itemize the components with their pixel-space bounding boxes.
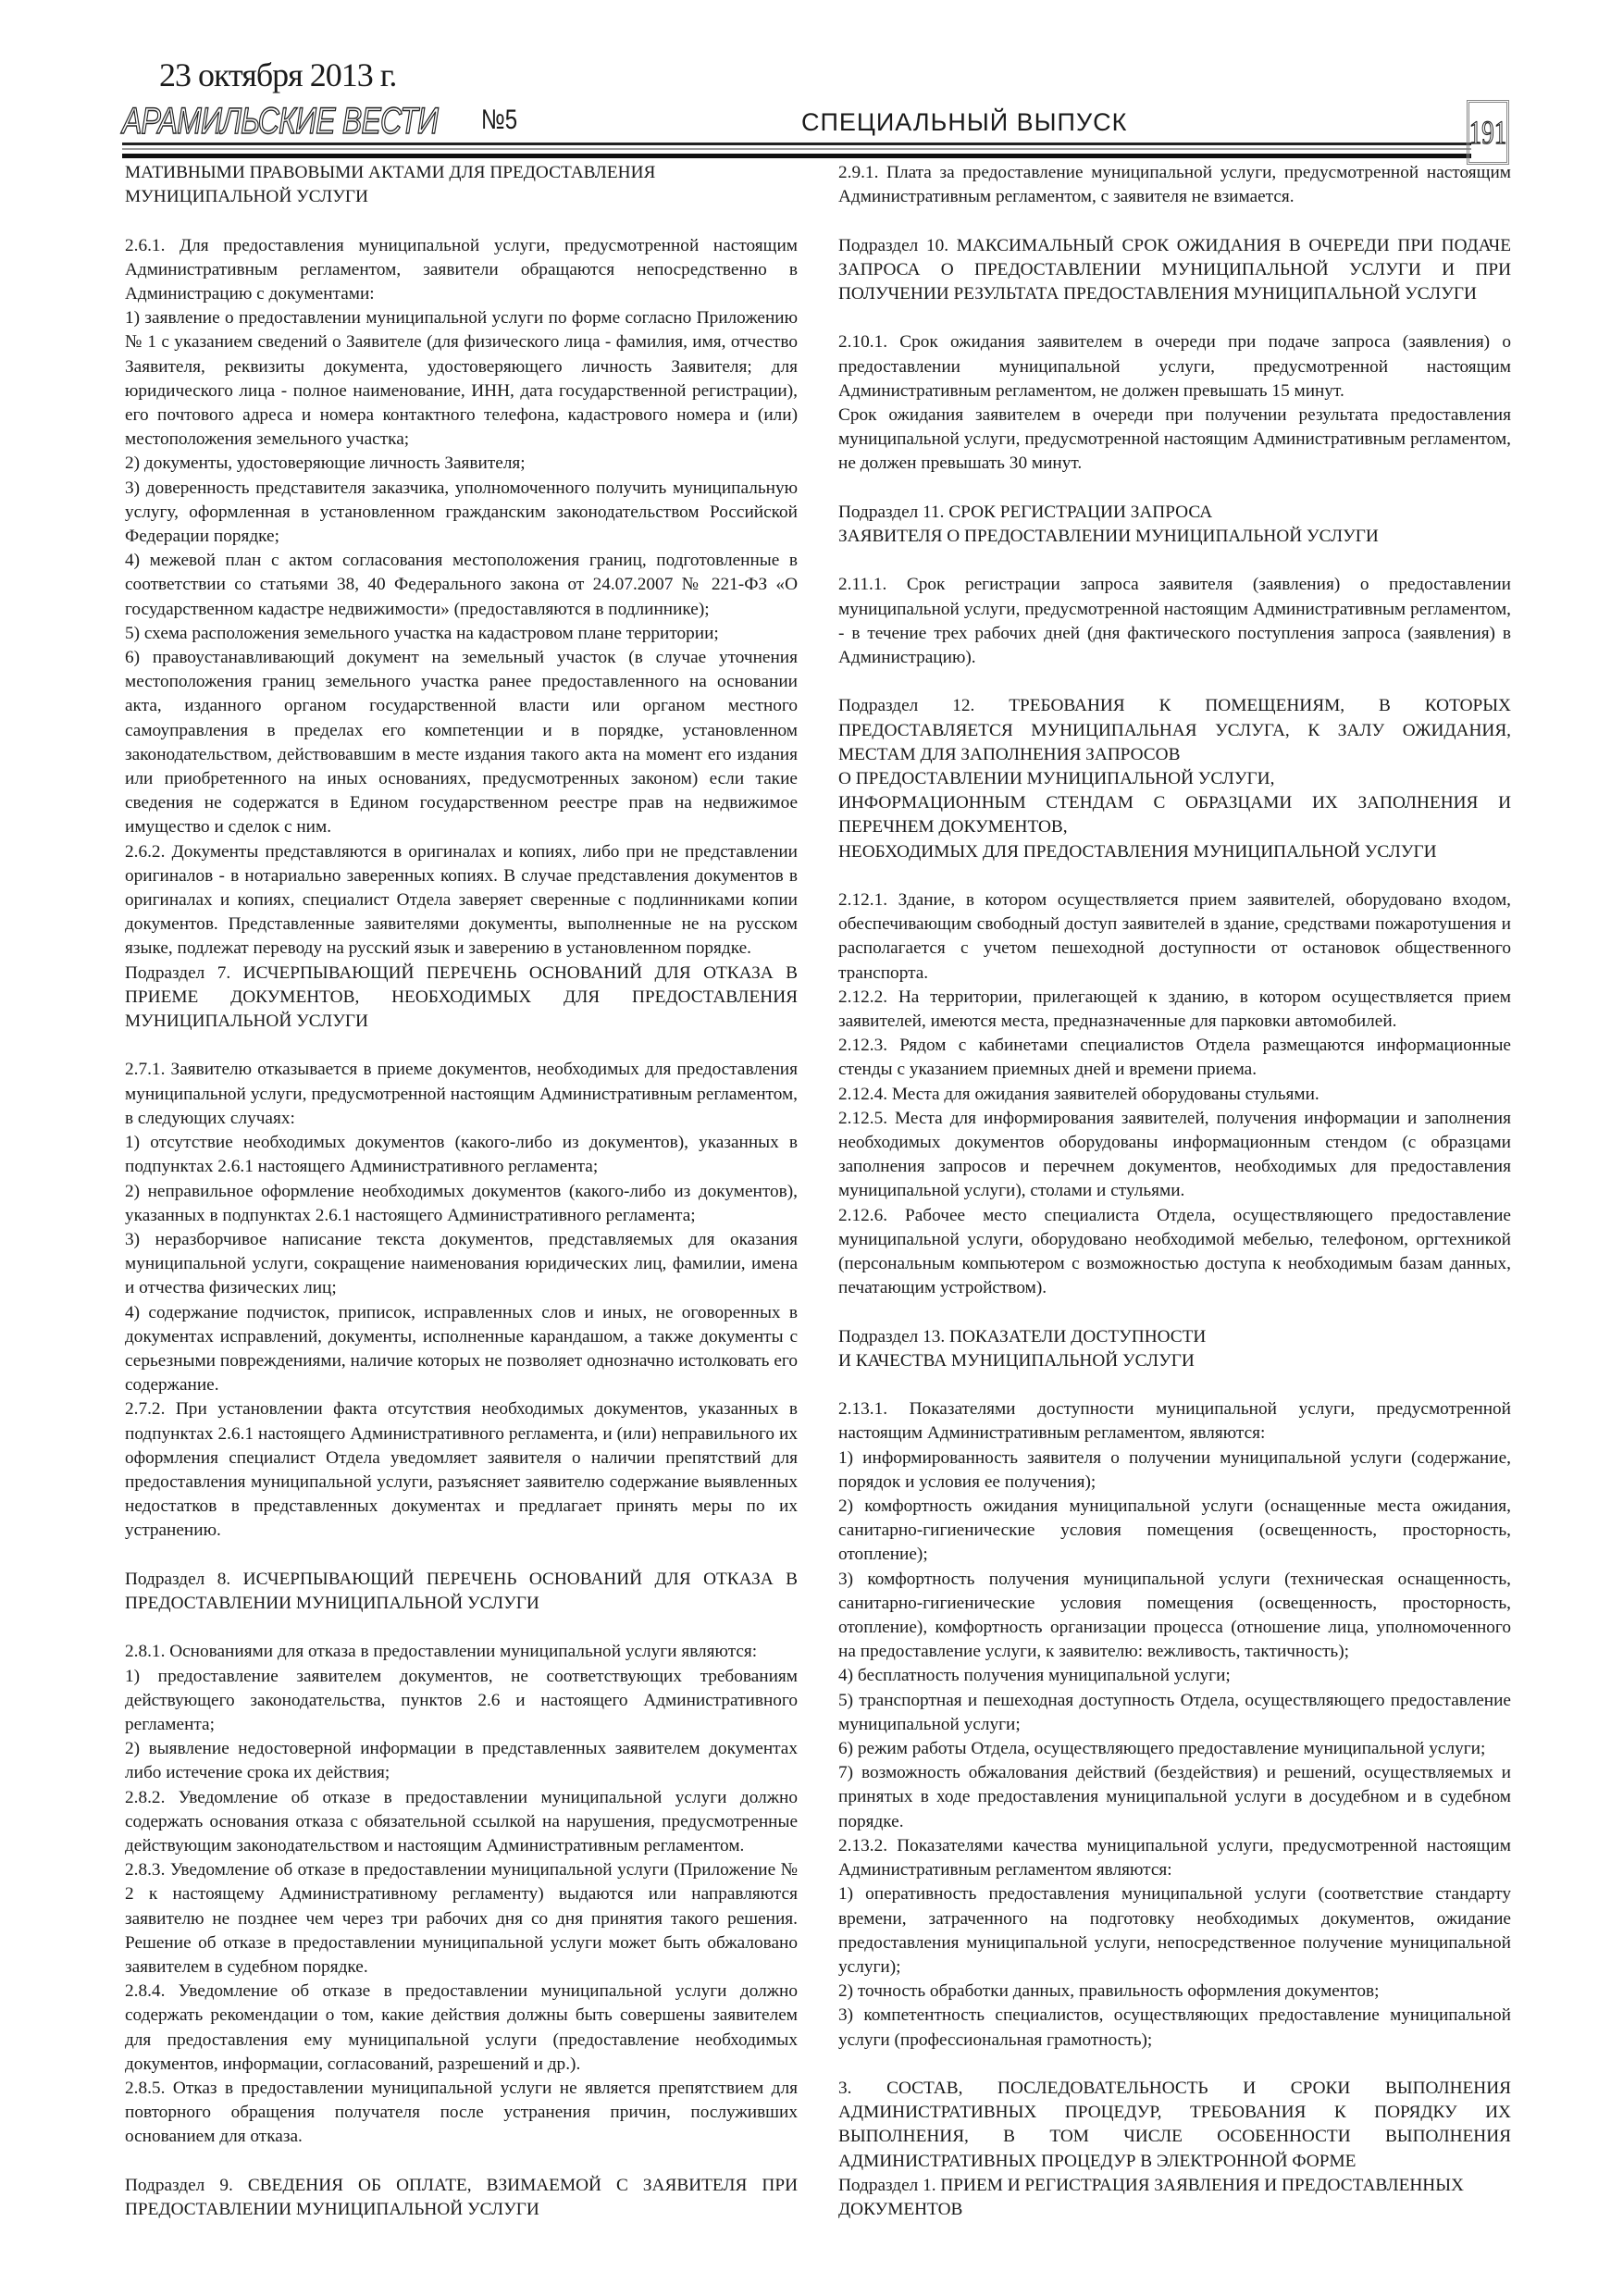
paragraph: 2.10.1. Срок ожидания заявителем в очереди при подаче запроса (заявления) о предоставлении муниципальной услуги, предусмотренной настоящим Административным регламентом, не должен превышать 15 минут. — [838, 332, 1511, 401]
paragraph-spacer — [125, 1616, 798, 1640]
paragraph-spacer — [838, 477, 1511, 501]
paragraph: 2.8.5. Отказ в предоставлении муниципальной услуги не является препятствием для повторного обращения получателя после устранения причин, послуживших основанием для отказа. — [125, 2078, 798, 2147]
paragraph: 2) неправильное оформление необходимых документов (какого-либо из документов), указанных в подпунктах 2.6.1 настоящего Административного регламента; — [125, 1181, 798, 1225]
paragraph: 2) точность обработки данных, правильность оформления документов; — [838, 1981, 1380, 2002]
paragraph: 4) бесплатность получения муниципальной услуги; — [838, 1666, 1231, 1686]
paragraph: 2.8.1. Основаниями для отказа в предоставлении муниципальной услуги являются: — [125, 1642, 758, 1662]
paragraph: 2.12.4. Места для ожидания заявителей оборудованы стульями. — [838, 1084, 1319, 1104]
paragraph: 2.12.2. На территории, прилегающей к зданию, в котором осуществляется прием заявителей, имеются места, предназначенные для парковки автомобилей. — [838, 987, 1511, 1032]
left-column — [125, 161, 798, 2222]
paragraph: Подраздел 8. ИСЧЕРПЫВАЮЩИЙ ПЕРЕЧЕНЬ ОСНОВАНИЙ ДЛЯ ОТКАЗА В ПРЕДОСТАВЛЕНИИ МУНИЦИПАЛЬНОЙ УСЛУГИ — [125, 1569, 798, 1613]
paragraph: 1) отсутствие необходимых документов (какого-либо из документов), указанных в подпунктах 2.6.1 настоящего Административного регламента; — [125, 1133, 798, 1177]
section-title: СПЕЦИАЛЬНЫЙ ВЫПУСК — [801, 108, 1128, 136]
newspaper-logo: АРАМИЛЬСКИЕ ВЕСТИ — [122, 101, 439, 142]
paragraph-spacer — [838, 864, 1511, 888]
section-heading: О ПРЕДОСТАВЛЕНИИ МУНИЦИПАЛЬНОЙ УСЛУГИ, — [838, 769, 1275, 788]
section-heading: НЕОБХОДИМЫХ ДЛЯ ПРЕДОСТАВЛЕНИЯ МУНИЦИПАЛЬНОЙ УСЛУГИ — [838, 841, 1437, 862]
paragraph-spacer — [838, 1300, 1511, 1324]
paragraph: 1) информированность заявителя о получении муниципальной услуги (содержание, порядок и условия ее получения); — [838, 1447, 1511, 1492]
issue-number: №5 — [481, 105, 518, 135]
paragraph-spacer — [838, 2053, 1511, 2077]
paragraph: 3) доверенность представителя заказчика, уполномоченного получить муниципальную услугу, оформленная в установленном гражданским законодательством Российской Федерации порядке; — [125, 478, 798, 547]
section-heading: Подраздел 1. ПРИЕМ И РЕГИСТРАЦИЯ ЗАЯВЛЕНИЯ И ПРЕДОСТАВЛЕННЫХ ДОКУМЕНТОВ — [838, 2175, 1464, 2219]
paragraph-spacer — [838, 670, 1511, 694]
paragraph: Подраздел 7. ИСЧЕРПЫВАЮЩИЙ ПЕРЕЧЕНЬ ОСНОВАНИЙ ДЛЯ ОТКАЗА В ПРИЕМЕ ДОКУМЕНТОВ, НЕОБХОДИМЫХ ДЛЯ ПРЕДОСТАВЛЕНИЯ МУНИЦИПАЛЬНОЙ УСЛУГИ — [125, 962, 798, 1032]
paragraph: 2.9.1. Плата за предоставление муниципальной услуги, предусмотренной настоящим Административным регламентом, с заявителя не взимается. — [838, 163, 1511, 207]
paragraph-spacer — [125, 1034, 798, 1058]
paragraph: 2.13.1. Показателями доступности муниципальной услуги, предусмотренной настоящим Административным регламентом, являются: — [838, 1399, 1511, 1444]
page-number-box — [1467, 100, 1509, 165]
paragraph: 2) документы, удостоверяющие личность Заявителя; — [125, 453, 526, 474]
paragraph: 2.12.6. Рабочее место специалиста Отдела, осуществляющего предоставление муниципальной услуги, оборудовано необходимой мебелью, телефоном, оргтехникой (персональным компьютером с возможностью доступа к необходимым базам данных, печатающим устройством). — [838, 1205, 1511, 1298]
paragraph-spacer — [838, 1373, 1511, 1397]
paragraph: 2.8.2. Уведомление об отказе в предоставлении муниципальной услуги должно содержать основания отказа с обязательной ссылкой на нарушения, предусмотренные действующим законодательством и настоящим Административным регламентом. — [125, 1787, 798, 1855]
paragraph: 2.6.1. Для предоставления муниципальной услуги, предусмотренной настоящим Административным регламентом, заявители обращаются непосредственно в Администрацию с документами: — [125, 235, 798, 304]
header-divider — [122, 154, 1471, 158]
section-heading: Подраздел 11. СРОК РЕГИСТРАЦИИ ЗАПРОСА — [838, 502, 1213, 522]
paragraph: 3. СОСТАВ, ПОСЛЕДОВАТЕЛЬНОСТЬ И СРОКИ ВЫПОЛНЕНИЯ АДМИНИСТРАТИВНЫХ ПРОЦЕДУР, ТРЕБОВАНИЯ К ПОРЯДКУ ИХ ВЫПОЛНЕНИЯ, В ТОМ ЧИСЛЕ ОСОБЕННОСТИ ВЫПОЛНЕНИЯ АДМИНИСТРАТИВНЫХ ПРОЦЕДУР В ЭЛЕКТРОННОЙ ФОРМЕ — [838, 2078, 1511, 2171]
paragraph: 2.8.4. Уведомление об отказе в предоставлении муниципальной услуги должно содержать рекомендации о том, какие действия должны быть совершены заявителем для предоставления ему муниципальной услуги (предоставление необходимых документов, информации, согласований, разрешений и др.). — [125, 1981, 798, 2074]
paragraph: 2.12.5. Места для информирования заявителей, получения информации и заполнения необходимых документов оборудованы информационным стендом (с образцами заполнения запросов и перечнем документов, необходимых для предоставления муниципальной услуги), столами и стульями. — [838, 1108, 1511, 1201]
paragraph: 1) заявление о предоставлении муниципальной услуги по форме согласно Приложению № 1 с указанием сведений о Заявителе (для физического лица - фамилия, имя, отчество Заявителя, реквизиты документа, удостоверяющего личность Заявителя; для юридического лица - полное наименование, ИНН, дата государственной регистрации), его почтового адреса и номера контактного телефона, кадастрового номера и (или) местоположения земельного участка; — [125, 308, 798, 450]
paragraph: 2) комфортность ожидания муниципальной услуги (оснащенные места ожидания, санитарно-гигиенические условия помещения (освещенность, просторность, отопление); — [838, 1496, 1511, 1565]
paragraph: 6) режим работы Отдела, осуществляющего предоставление муниципальной услуги; — [838, 1739, 1486, 1759]
paragraph: 2.11.1. Срок регистрации запроса заявителя (заявления) о предоставлении муниципальной услуги, предусмотренной настоящим Административным регламентом, - в течение трех рабочих дней (дня фактического поступления запроса (заявления) в Администрацию). — [838, 575, 1511, 667]
right-column — [838, 161, 1511, 2222]
issue-date: 23 октября 2013 г. — [159, 56, 397, 93]
paragraph: 3) неразборчивое написание текста документов, представляемых для оказания муниципальной услуги, сокращение наименования юридических лиц, фамилии, имена и отчества физических лиц; — [125, 1229, 798, 1298]
paragraph: 2.13.2. Показателями качества муниципальной услуги, предусмотренной настоящим Административным регламентом являются: — [838, 1835, 1511, 1880]
paragraph: Подраздел 12. ТРЕБОВАНИЯ К ПОМЕЩЕНИЯМ, В КОТОРЫХ ПРЕДОСТАВЛЯЕТСЯ МУНИЦИПАЛЬНАЯ УСЛУГА, К ЗАЛУ ОЖИДАНИЯ, МЕСТАМ ДЛЯ ЗАПОЛНЕНИЯ ЗАПРОСОВ — [838, 696, 1511, 764]
paragraph-spacer — [838, 549, 1511, 573]
paragraph: 2.12.3. Рядом с кабинетами специалистов Отдела размещаются информационные стенды с указанием приемных дней и времени приема. — [838, 1036, 1511, 1080]
section-heading: МАТИВНЫМИ ПРАВОВЫМИ АКТАМИ ДЛЯ ПРЕДОСТАВЛЕНИЯ МУНИЦИПАЛЬНОЙ УСЛУГИ — [125, 163, 656, 207]
paragraph: 1) оперативность предоставления муниципальной услуги (соответствие стандарту времени, затраченного на подготовку необходимых документов, ожидание предоставления муниципальной услуги, непосредственное получение муниципальной услуги); — [838, 1884, 1511, 1977]
section-heading: ЗАЯВИТЕЛЯ О ПРЕДОСТАВЛЕНИИ МУНИЦИПАЛЬНОЙ УСЛУГИ — [838, 527, 1379, 546]
paragraph: ИНФОРМАЦИОННЫМ СТЕНДАМ С ОБРАЗЦАМИ ИХ ЗАПОЛНЕНИЯ И ПЕРЕЧНЕМ ДОКУМЕНТОВ, — [838, 793, 1511, 838]
section-heading: И КАЧЕСТВА МУНИЦИПАЛЬНОЙ УСЛУГИ — [838, 1350, 1195, 1371]
paragraph: 6) правоустанавливающий документ на земельный участок (в случае уточнения местоположения границ земельного участка ранее предоставленного на основании акта, изданного органом государственной власти или органом местного самоуправления в пределах его компетенции и в порядке, установленном законодательством, действовавшим в месте издания такого акта на момент его издания или приобретенного на иных основаниях, предусмотренных законом) если такие сведения не содержатся в Едином государственном реестре прав на недвижимое имущество и сделок с ним. — [125, 648, 798, 838]
paragraph: 7) возможность обжалования действий (бездействия) и решений, осуществляемых и принятых в ходе предоставления муниципальной услуги в досудебном и в судебном порядке. — [838, 1763, 1511, 1831]
paragraph-spacer — [125, 2150, 798, 2174]
paragraph: 2.7.1. Заявителю отказывается в приеме документов, необходимых для предоставления муниципальной услуги, предусмотренной настоящим Административным регламентом, в следующих случаях: — [125, 1060, 798, 1128]
paragraph: 3) комфортность получения муниципальной услуги (техническая оснащенность, санитарно-гигиенические условия помещения (освещенность, просторность, отопление), комфортность организации процесса (отношение лица, уполномоченного на предоставление услуги, к заявителю: вежливость, тактичность); — [838, 1569, 1511, 1662]
paragraph: 2.12.1. Здание, в котором осуществляется прием заявителей, оборудовано входом, обеспечивающим свободный доступ заявителей в здание, средствами пожаротушения и располагается с учетом пешеходной доступности от остановок общественного транспорта. — [838, 890, 1511, 983]
paragraph: 4) межевой план с актом согласования местоположения границ, подготовленные в соответствии со статьями 38, 40 Федерального закона от 24.07.2007 № 221-ФЗ «О государственном кадастре недвижимости» (предоставляются в подлиннике); — [125, 551, 798, 619]
paragraph: Срок ожидания заявителем в очереди при получении результата предоставления муниципальной услуги, предусмотренной настоящим Административным регламентом, не должен превышать 30 минут. — [838, 405, 1511, 474]
paragraph: 5) транспортная и пешеходная доступность Отдела, осуществляющего предоставление муниципальной услуги; — [838, 1690, 1511, 1734]
header-divider — [122, 148, 1471, 150]
paragraph: 3) компетентность специалистов, осуществляющих предоставление муниципальной услуги (профессиональная грамотность); — [838, 2005, 1511, 2050]
section-heading: Подраздел 13. ПОКАЗАТЕЛИ ДОСТУПНОСТИ — [838, 1326, 1207, 1347]
paragraph: 2) выявление недостоверной информации в представленных заявителем документах либо истечение срока их действия; — [125, 1739, 798, 1783]
paragraph: Подраздел 9. СВЕДЕНИЯ ОБ ОПЛАТЕ, ВЗИМАЕМОЙ С ЗАЯВИТЕЛЯ ПРИ ПРЕДОСТАВЛЕНИИ МУНИЦИПАЛЬНОЙ УСЛУГИ — [125, 2175, 798, 2219]
paragraph-spacer — [838, 306, 1511, 330]
paragraph: 2.7.2. При установлении факта отсутствия необходимых документов, указанных в подпунктах 2.6.1 настоящего Административного регламента, и (или) неправильного их оформления специалист Отдела уведомляет заявителя о наличии препятствий для предоставления муниципальной услуги, разъясняет заявителю содержание выявленных недостатков в представленных документах и предлагает принять меры по их устранению. — [125, 1399, 798, 1541]
paragraph-spacer — [125, 209, 798, 233]
paragraph-spacer — [838, 209, 1511, 233]
paragraph: 5) схема расположения земельного участка на кадастровом плане территории; — [125, 623, 719, 643]
paragraph: 1) предоставление заявителем документов, не соответствующих требованиям действующего законодательства, пунктов 2.6 и настоящего Административного регламента; — [125, 1666, 798, 1734]
paragraph: 4) содержание подчисток, приписок, исправленных слов и иных, не оговоренных в документах исправлений, документы, исполненные карандашом, а также документы с серьезными повреждениями, наличие которых не позволяет однозначно истолковать его содержание. — [125, 1302, 798, 1396]
paragraph-spacer — [125, 1544, 798, 1568]
paragraph: Подраздел 10. МАКСИМАЛЬНЫЙ СРОК ОЖИДАНИЯ В ОЧЕРЕДИ ПРИ ПОДАЧЕ ЗАПРОСА О ПРЕДОСТАВЛЕНИИ МУНИЦИПАЛЬНОЙ УСЛУГИ И ПРИ ПОЛУЧЕНИИ РЕЗУЛЬТАТА ПРЕДОСТАВЛЕНИЯ МУНИЦИПАЛЬНОЙ УСЛУГИ — [838, 235, 1511, 304]
page-number: 191 — [1468, 114, 1507, 151]
paragraph: 2.6.2. Документы представляются в оригиналах и копиях, либо при не представлении оригиналов - в нотариально заверенных копиях. В случае представления документов в оригиналах и копиях, специалист Отдела заверяет сверенные с подлинниками копии документов. Представленные заявителями документы, выполненные не на русском языке, подлежат переводу на русский язык и заверению в установленном порядке. — [125, 841, 798, 959]
paragraph: 2.8.3. Уведомление об отказе в предоставлении муниципальной услуги (Приложение № 2 к настоящему Административному регламенту) выдаются или направляются заявителю не позднее чем через три рабочих дня со дня принятия такого решения. Решение об отказе в предоставлении муниципальной услуги может быть обжаловано заявителем в судебном порядке. — [125, 1860, 798, 1977]
header-divider — [122, 143, 1471, 145]
